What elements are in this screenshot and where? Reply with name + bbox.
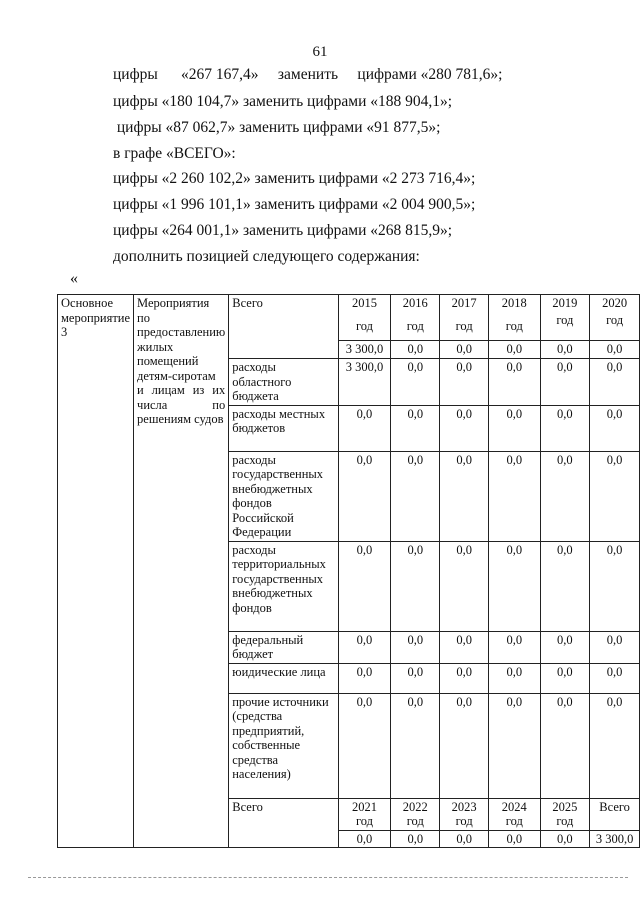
row-label: расходы территориальных государственных внебюджетных фондов [229, 541, 338, 631]
value-cell: 0,0 [440, 663, 489, 693]
value-cell: 0,0 [338, 405, 391, 451]
value-cell: 0,0 [590, 541, 640, 631]
total-cell: 0,0 [391, 830, 440, 848]
row-label: расходы местных бюджетов [229, 405, 338, 451]
year-header: 2017 год [440, 295, 489, 341]
value-cell: 0,0 [391, 631, 440, 663]
value-cell: 0,0 [338, 451, 391, 541]
footer-total-label: Всего [229, 798, 338, 848]
value-cell: 3 300,0 [338, 359, 391, 406]
value-cell: 0,0 [540, 359, 590, 406]
total-cell: 0,0 [440, 830, 489, 848]
year-header: 2020 год [590, 295, 640, 341]
value-cell: 0,0 [489, 541, 540, 631]
value-cell: 0,0 [590, 451, 640, 541]
value-cell: 0,0 [489, 693, 540, 798]
year-header: 2022 год [391, 798, 440, 830]
total-cell: 0,0 [440, 341, 489, 359]
value-cell: 0,0 [338, 693, 391, 798]
page-number: 61 [312, 44, 328, 60]
value-cell: 0,0 [440, 405, 489, 451]
value-cell: 0,0 [540, 631, 590, 663]
value-cell: 0,0 [590, 693, 640, 798]
total-cell: 0,0 [540, 341, 590, 359]
grand-total-cell: 3 300,0 [590, 830, 640, 848]
main-activity-cell: Основное мероприятие 3 [58, 295, 134, 848]
value-cell: 0,0 [391, 405, 440, 451]
value-cell: 0,0 [489, 451, 540, 541]
text-line-8: дополнить позицией следующего содержания: [113, 248, 420, 265]
total-cell: 0,0 [489, 830, 540, 848]
year-header: 2025 год [540, 798, 590, 830]
value-cell: 0,0 [590, 359, 640, 406]
value-cell: 0,0 [440, 359, 489, 406]
value-cell: 0,0 [391, 693, 440, 798]
value-cell: 0,0 [540, 451, 590, 541]
year-header: 2016 год [391, 295, 440, 341]
total-cell: 0,0 [338, 830, 391, 848]
grand-total-header: Всего [590, 798, 640, 830]
text-line-7: цифры «264 001,1» заменить цифрами «268 815,9»; [113, 222, 453, 239]
value-cell: 0,0 [540, 663, 590, 693]
row-label: расходы областного бюджета [229, 359, 338, 406]
value-cell: 0,0 [338, 631, 391, 663]
value-cell: 0,0 [489, 405, 540, 451]
text-line-6: цифры «1 996 101,1» заменить цифрами «2 004 900,5»; [113, 196, 476, 213]
value-cell: 0,0 [440, 693, 489, 798]
value-cell: 0,0 [440, 541, 489, 631]
text-line-1: цифры «267 167,4» заменить цифрами «280 781,6»; [113, 66, 503, 83]
value-cell: 0,0 [540, 693, 590, 798]
total-cell: 0,0 [590, 341, 640, 359]
open-quote: « [70, 270, 78, 287]
total-cell: 0,0 [489, 341, 540, 359]
value-cell: 0,0 [489, 631, 540, 663]
value-cell: 0,0 [338, 663, 391, 693]
value-cell: 0,0 [540, 541, 590, 631]
activity-description-cell: Мероприятия по предоставлению жилых помещений детям-сиротам и лицам из их числа по решениям судов [134, 295, 229, 848]
value-cell: 0,0 [590, 631, 640, 663]
funding-table [57, 294, 640, 848]
text-line-3: цифры «87 062,7» заменить цифрами «91 877,5»; [113, 119, 441, 136]
row-label: прочие источники (средства предприятий, собственные средства населения) [229, 693, 338, 798]
year-header: 2021 год [338, 798, 391, 830]
value-cell: 0,0 [489, 359, 540, 406]
value-cell: 0,0 [338, 541, 391, 631]
row-label: федеральный бюджет [229, 631, 338, 663]
total-cell: 3 300,0 [338, 341, 391, 359]
value-cell: 0,0 [391, 663, 440, 693]
row-label: расходы государственных внебюджетных фондов Российской Федерации [229, 451, 338, 541]
value-cell: 0,0 [590, 405, 640, 451]
text-line-2: цифры «180 104,7» заменить цифрами «188 904,1»; [113, 93, 453, 110]
year-header: 2018 год [489, 295, 540, 341]
value-cell: 0,0 [391, 541, 440, 631]
year-header: 2019 год [540, 295, 590, 341]
year-header: 2024 год [489, 798, 540, 830]
value-cell: 0,0 [391, 359, 440, 406]
value-cell: 0,0 [590, 663, 640, 693]
value-cell: 0,0 [440, 631, 489, 663]
total-cell: 0,0 [391, 341, 440, 359]
row-label: юидические лица [229, 663, 338, 693]
value-cell: 0,0 [489, 663, 540, 693]
bottom-rule [28, 877, 628, 878]
value-cell: 0,0 [440, 451, 489, 541]
header-total-label: Всего [229, 295, 338, 359]
text-line-4: в графе «ВСЕГО»: [113, 145, 236, 162]
value-cell: 0,0 [540, 405, 590, 451]
total-cell: 0,0 [540, 830, 590, 848]
value-cell: 0,0 [391, 451, 440, 541]
year-header: 2015 год [338, 295, 391, 341]
text-line-5: цифры «2 260 102,2» заменить цифрами «2 273 716,4»; [113, 170, 476, 187]
year-header: 2023 год [440, 798, 489, 830]
